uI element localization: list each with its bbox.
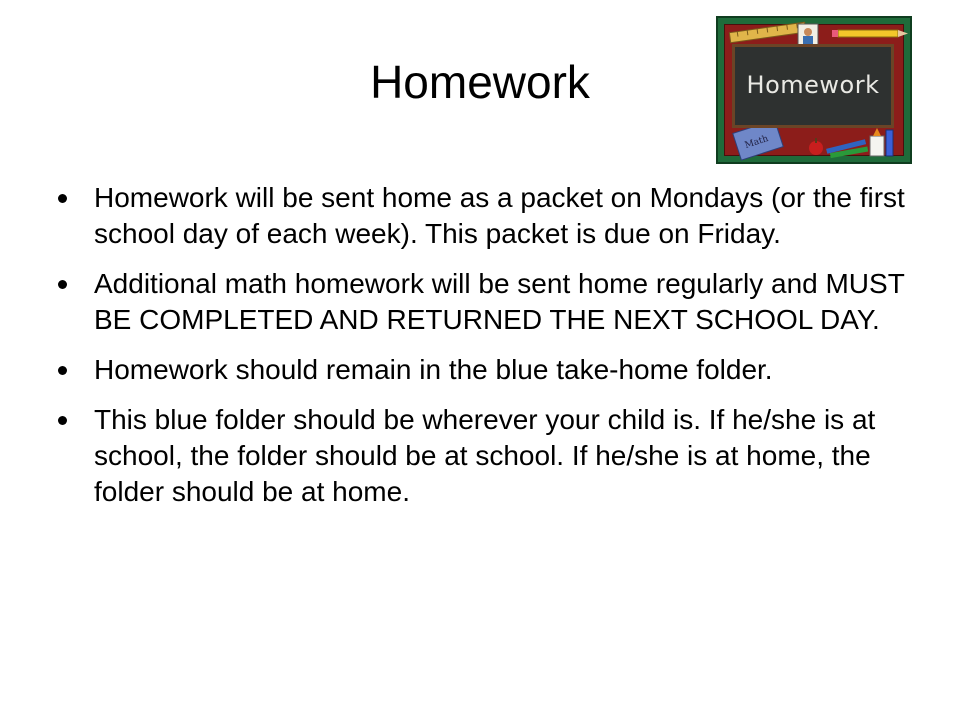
bullet-dot-icon <box>58 280 67 289</box>
marker-icon <box>886 130 893 156</box>
bullet-text: Homework will be sent home as a packet on Mondays (or the first school day of each week). This packet is due on Friday. <box>94 182 905 249</box>
bullet-text: This blue folder should be wherever your child is. If he/she is at school, the folder should be at school. If he/she is at home, the folder should be at home. <box>94 404 876 507</box>
chalkboard-text: Homework <box>746 71 880 99</box>
glue-bottle-icon <box>870 128 884 156</box>
slide-title: Homework <box>370 56 590 108</box>
bullet-dot-icon <box>58 194 67 203</box>
bullet-text: Additional math homework will be sent home regularly and MUST BE COMPLETED AND RETURNED THE NEXT SCHOOL DAY. <box>94 268 905 335</box>
bullet-item <box>58 266 908 338</box>
bullet-text: Homework should remain in the blue take-home folder. <box>94 354 773 385</box>
crayons-icon <box>826 139 868 158</box>
ruler-icon <box>729 22 806 42</box>
bullet-item <box>58 352 908 388</box>
bullet-list <box>58 180 908 524</box>
bullet-item <box>58 180 908 252</box>
pencil-icon <box>832 30 908 37</box>
bullet-dot-icon <box>58 416 67 425</box>
chalkboard <box>732 44 894 128</box>
bullet-dot-icon <box>58 366 67 375</box>
svg-text:Math: Math <box>743 134 770 151</box>
apple-icon <box>809 138 823 155</box>
homework-clipart <box>716 16 912 164</box>
bullet-item <box>58 402 908 510</box>
